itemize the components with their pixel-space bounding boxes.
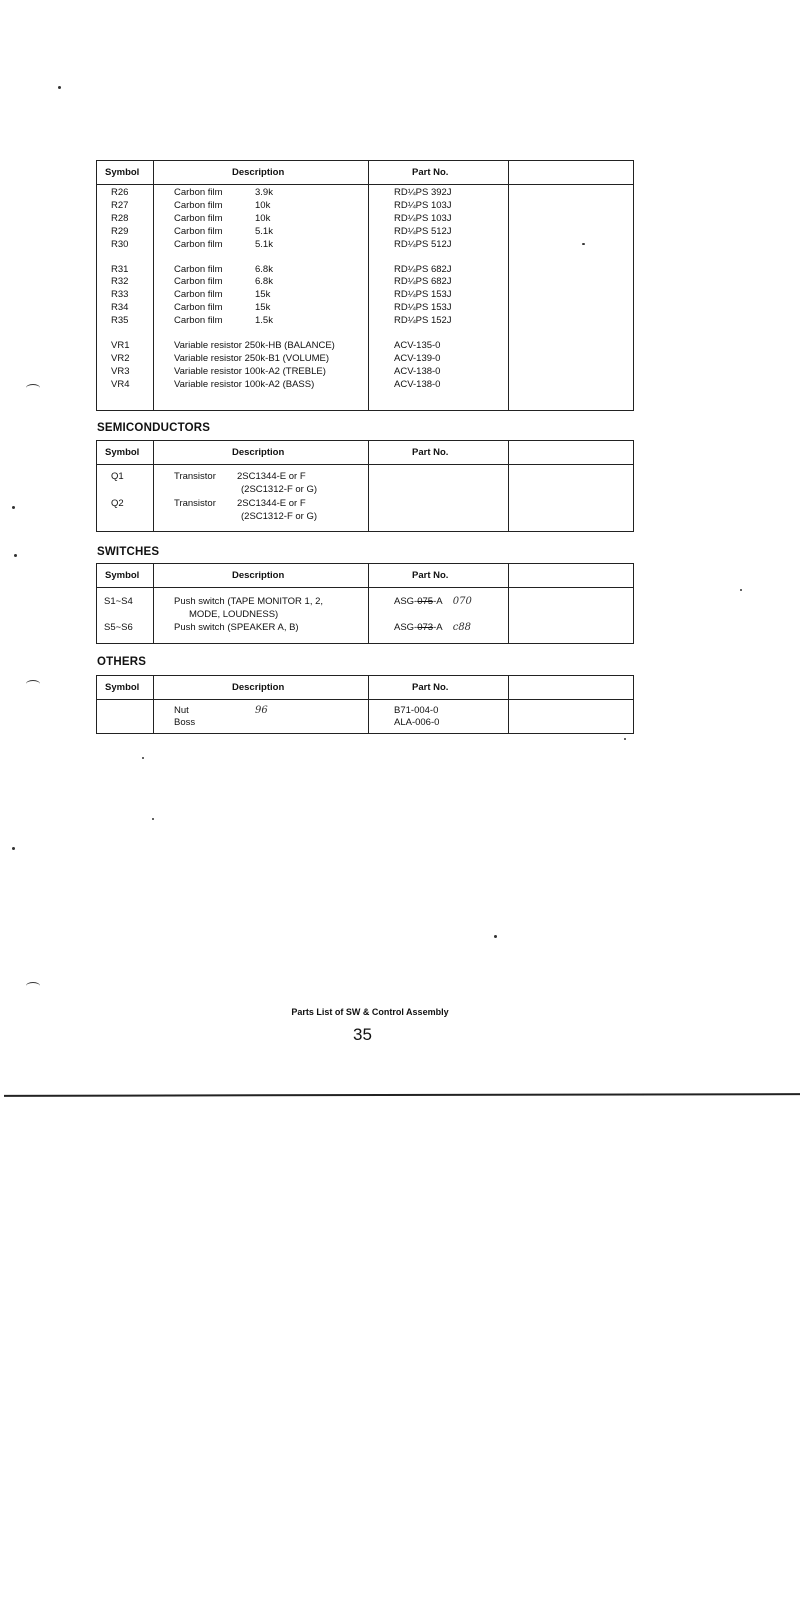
type-cell: Carbon film: [174, 302, 223, 314]
symbol-cell: R32: [111, 276, 129, 288]
description-cell: Nut: [174, 705, 189, 716]
table-row: [97, 622, 633, 635]
symbol-cell: S5~S6: [104, 622, 133, 633]
value-cell: 6.8k: [255, 263, 273, 275]
part-number-cell: ACV-135-0: [394, 340, 441, 351]
symbol-cell: VR3: [111, 365, 130, 377]
semiconductor-table: [96, 440, 634, 532]
symbol-cell: S1~S4: [104, 596, 133, 607]
symbol-cell: VR2: [111, 352, 130, 364]
description-line-2: (2SC1312-F or G): [241, 511, 318, 522]
description-line-1: Push switch (SPEAKER A, B): [174, 622, 299, 633]
scan-speck: [142, 757, 144, 759]
type-cell: Carbon film: [174, 212, 223, 224]
others-table: [96, 675, 634, 734]
part-number-cell: RD¼PS 152J: [394, 315, 452, 327]
type-cell: Transistor: [174, 498, 216, 509]
description-column-header: Description: [232, 682, 285, 693]
type-cell: Carbon film: [174, 276, 223, 288]
part-number-cell: RD¼PS 392J: [394, 187, 452, 198]
type-cell: Carbon film: [174, 225, 223, 237]
symbol-column-header: Symbol: [105, 167, 140, 178]
handwritten-note: c88: [452, 622, 472, 633]
table-header: [97, 441, 633, 465]
symbol-column-header: Symbol: [105, 682, 140, 693]
type-cell: Transistor: [174, 471, 216, 482]
part-number-cell: ACV-139-0: [394, 352, 441, 364]
scan-speck: [740, 589, 742, 591]
table-row: [97, 717, 633, 730]
type-cell: Carbon film: [174, 315, 223, 327]
table-row: [97, 511, 633, 524]
table-row: [97, 200, 633, 213]
symbol-column-header: Symbol: [105, 570, 140, 581]
part-number-cell: ASG-075-A 070: [394, 596, 472, 607]
table-row: [97, 315, 633, 328]
table-row: [97, 226, 633, 239]
part-number-cell: ACV-138-0: [394, 365, 441, 377]
bottom-rule: [4, 1093, 800, 1097]
table-header: [97, 161, 633, 185]
table-row: [97, 379, 633, 392]
type-cell: Carbon film: [174, 187, 223, 198]
switch-table: [96, 563, 634, 644]
semiconductors-heading: SEMICONDUCTORS: [97, 422, 211, 434]
part-number-cell: RD¼PS 153J: [394, 289, 452, 301]
part-number-cell: RD¼PS 512J: [394, 225, 452, 237]
value-cell: 10k: [255, 212, 271, 224]
symbol-cell: R33: [111, 289, 129, 301]
table-row: [97, 484, 633, 497]
switches-heading: SWITCHES: [97, 546, 160, 558]
description-line-2: MODE, LOUDNESS): [189, 609, 279, 620]
part-no-column-header: Part No.: [412, 167, 449, 178]
scan-speck: [582, 243, 585, 245]
handwritten-note: 070: [452, 596, 472, 607]
description-cell: Variable resistor 250k-B1 (VOLUME): [174, 352, 330, 364]
table-header: [97, 564, 633, 588]
table-row: [97, 239, 633, 252]
symbol-cell: R27: [111, 199, 129, 211]
resistor-table: [96, 160, 634, 411]
value-cell: 15k: [255, 289, 271, 301]
description-line-1: 2SC1344-E or F: [237, 498, 306, 509]
symbol-cell: Q1: [111, 471, 124, 482]
others-heading: OTHERS: [97, 656, 147, 668]
description-column-header: Description: [232, 447, 285, 458]
scan-speck: [12, 847, 15, 850]
symbol-cell: R28: [111, 212, 129, 224]
value-cell: 5.1k: [255, 238, 273, 250]
description-cell: Variable resistor 100k-A2 (TREBLE): [174, 365, 326, 377]
part-no-column-header: Part No.: [412, 570, 449, 581]
table-row: [97, 213, 633, 226]
scan-mark: [26, 982, 40, 990]
value-cell: 6.8k: [255, 276, 273, 288]
table-header: [97, 676, 633, 700]
scan-speck: [494, 935, 497, 938]
part-number-cell: ACV-138-0: [394, 378, 441, 390]
symbol-column-header: Symbol: [105, 447, 140, 458]
scan-speck: [12, 506, 15, 509]
description-column-header: Description: [232, 570, 285, 581]
symbol-cell: R35: [111, 315, 129, 327]
page-caption: Parts List of SW & Control Assembly: [291, 1007, 449, 1017]
description-line-1: Push switch (TAPE MONITOR 1, 2,: [174, 596, 324, 607]
part-number-cell: RD¼PS 153J: [394, 302, 452, 314]
value-cell: 1.5k: [255, 315, 273, 327]
part-number-cell: ALA-006-0: [394, 717, 440, 728]
symbol-cell: R30: [111, 238, 129, 250]
part-number-cell: RD¼PS 103J: [394, 212, 452, 224]
value-cell: 3.9k: [255, 187, 273, 198]
scan-speck: [152, 818, 154, 820]
table-row: [97, 609, 633, 622]
scan-speck: [58, 86, 61, 89]
scan-mark: [26, 680, 40, 688]
part-number-cell: RD¼PS 682J: [394, 276, 452, 288]
value-cell: 15k: [255, 302, 271, 314]
symbol-cell: Q2: [111, 498, 124, 509]
table-row: [97, 289, 633, 302]
part-number-cell: B71-004-0: [394, 705, 439, 716]
table-row: [97, 471, 633, 484]
part-number-cell: RD¼PS 512J: [394, 238, 452, 250]
part-no-column-header: Part No.: [412, 447, 449, 458]
description-cell: Boss: [174, 717, 196, 728]
value-cell: 5.1k: [255, 225, 273, 237]
part-number-cell: RD¼PS 103J: [394, 199, 452, 211]
scan-mark: [26, 384, 40, 392]
handwritten-note: 96: [255, 705, 268, 716]
part-no-column-header: Part No.: [412, 682, 449, 693]
description-cell: Variable resistor 100k-A2 (BASS): [174, 378, 315, 390]
symbol-cell: R26: [111, 187, 129, 198]
scan-speck: [14, 554, 17, 557]
type-cell: Carbon film: [174, 289, 223, 301]
part-number-cell: RD¼PS 682J: [394, 263, 452, 275]
description-cell: Variable resistor 250k-HB (BALANCE): [174, 340, 335, 351]
symbol-cell: R29: [111, 225, 129, 237]
table-row: [97, 596, 633, 609]
table-row: [97, 264, 633, 277]
table-row: [97, 187, 633, 200]
type-cell: Carbon film: [174, 263, 223, 275]
table-row: [97, 340, 633, 353]
table-row: [97, 498, 633, 511]
table-row: [97, 276, 633, 289]
part-number-cell: ASG-073-A c88: [394, 622, 472, 633]
table-row: [97, 366, 633, 379]
type-cell: Carbon film: [174, 199, 223, 211]
symbol-cell: VR4: [111, 378, 130, 390]
table-row: [97, 353, 633, 366]
value-cell: 10k: [255, 199, 271, 211]
type-cell: Carbon film: [174, 238, 223, 250]
scan-speck: [624, 738, 626, 740]
description-line-2: (2SC1312-F or G): [241, 484, 318, 495]
description-line-1: 2SC1344-E or F: [237, 471, 306, 482]
table-row: [97, 302, 633, 315]
symbol-cell: R34: [111, 302, 129, 314]
symbol-cell: VR1: [111, 340, 130, 351]
symbol-cell: R31: [111, 263, 129, 275]
page-number: 35: [353, 1025, 372, 1044]
description-column-header: Description: [232, 167, 285, 178]
